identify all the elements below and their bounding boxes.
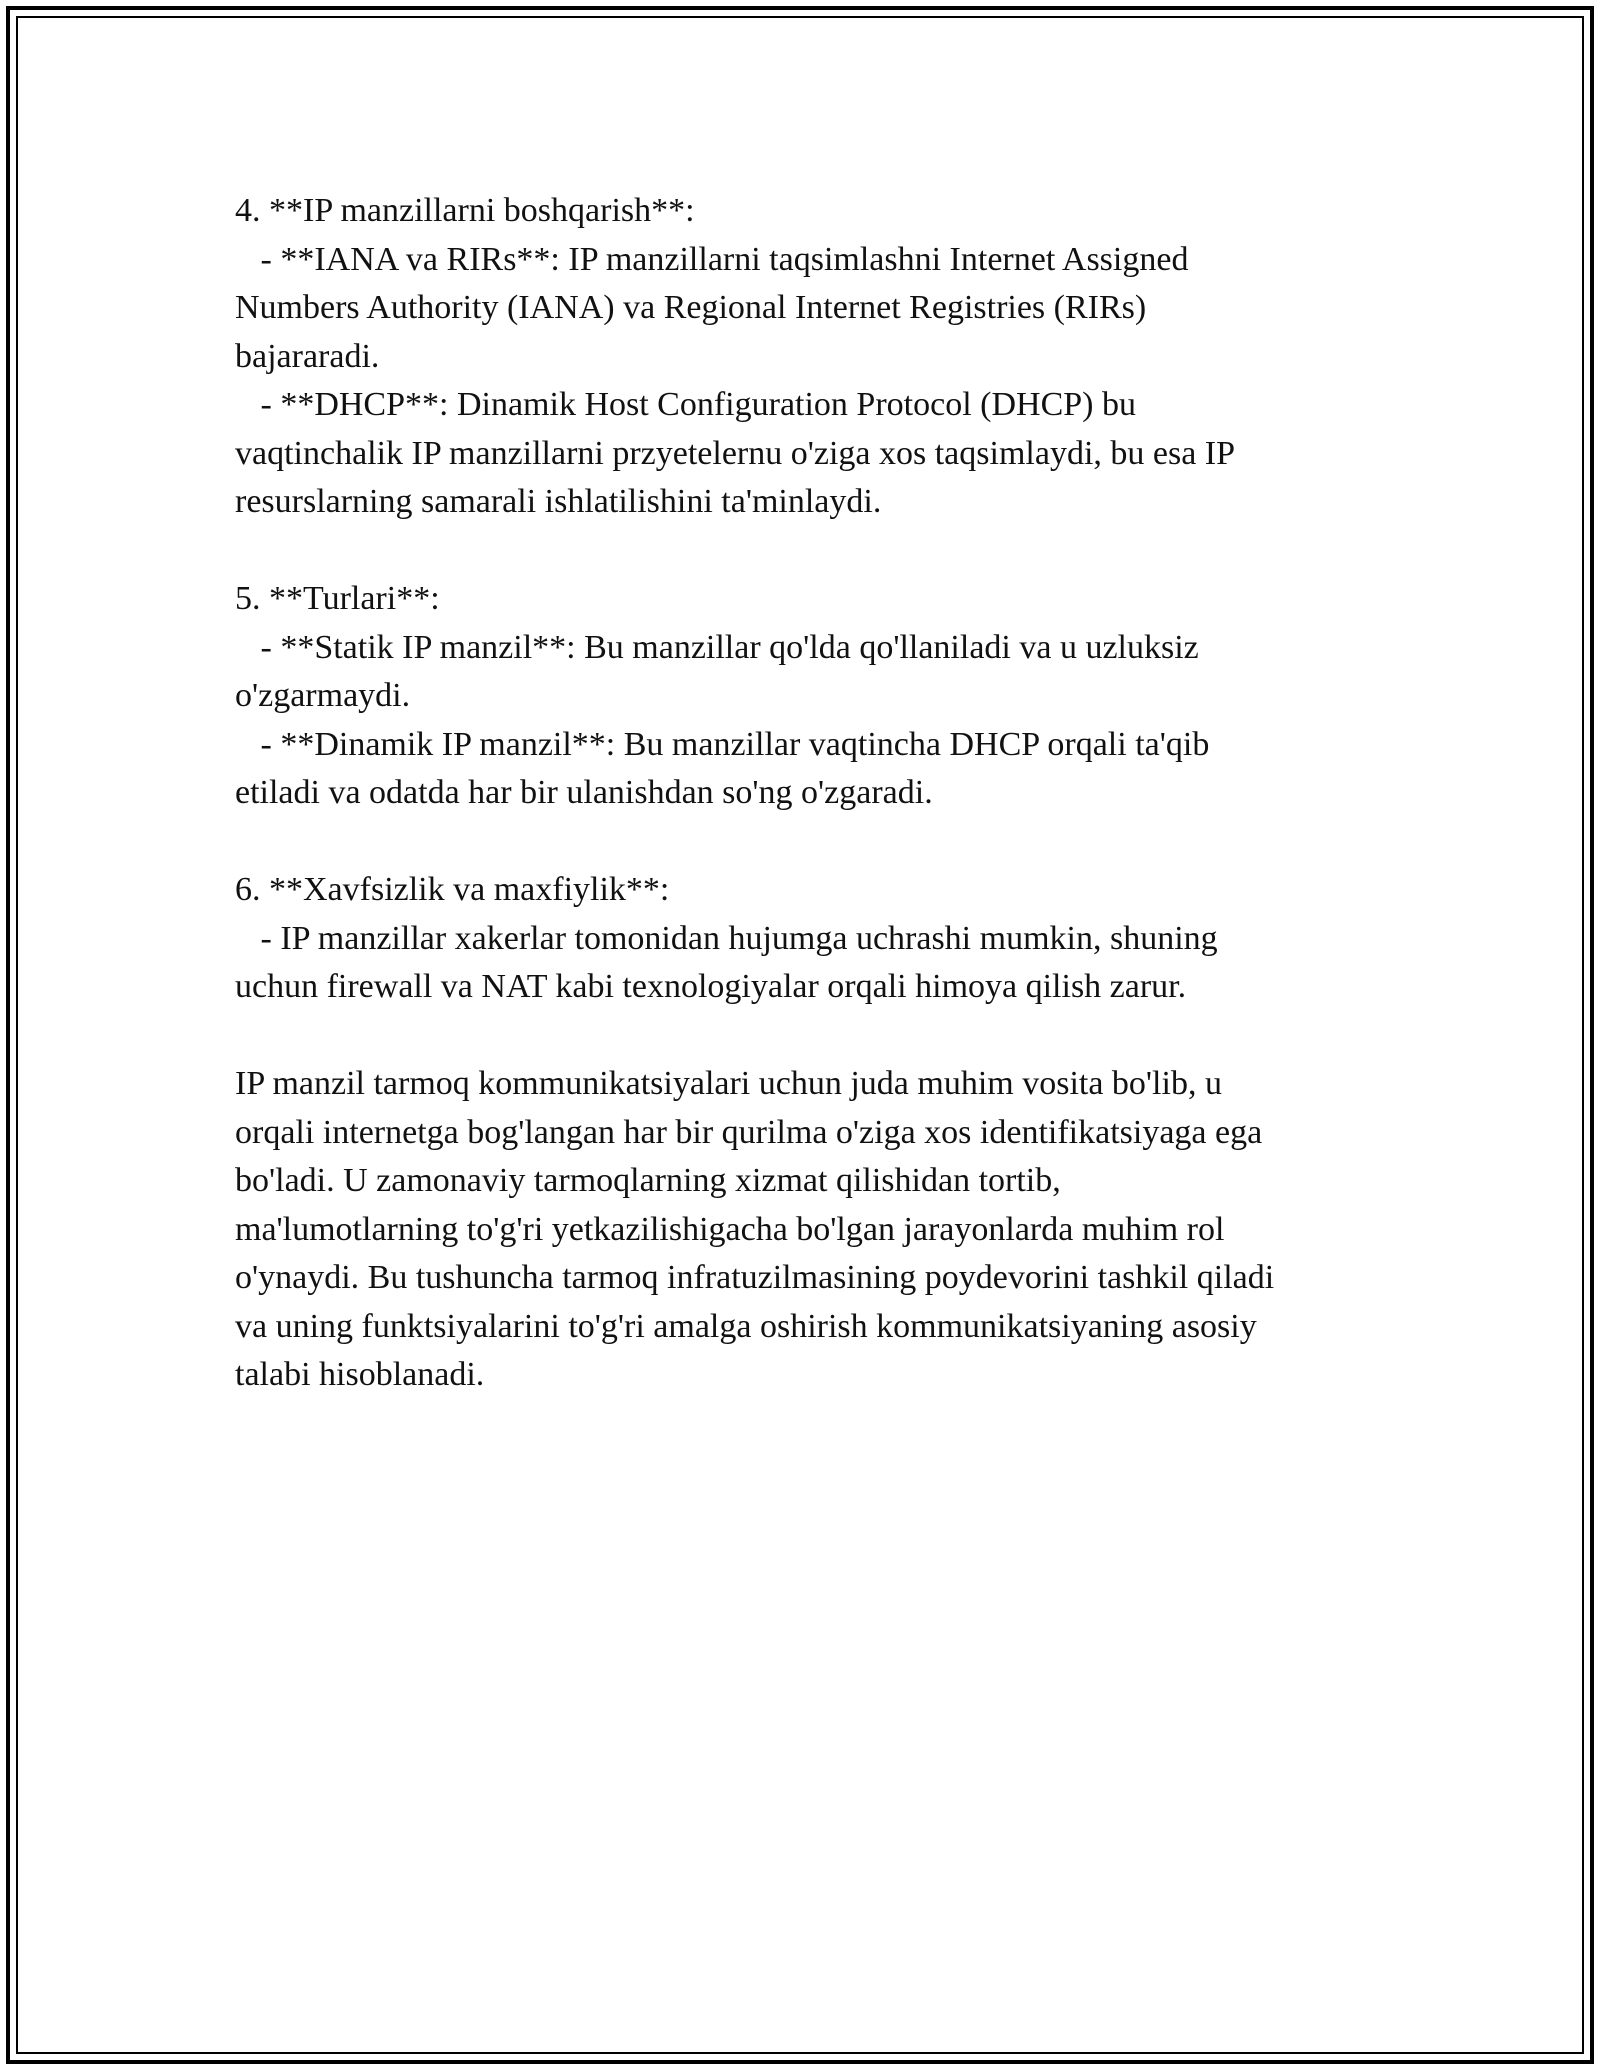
text-line: Numbers Authority (IANA) va Regional Internet Registries (RIRs) <box>235 289 1147 326</box>
text-line: bajararadi. <box>235 337 380 375</box>
section-heading: 6. **Xavfsizlik va maxfiylik**: <box>235 871 670 908</box>
text-line: - **Statik IP manzil**: Bu manzillar qo'lda qo'llaniladi va u uzluksiz <box>235 628 1199 666</box>
text-line: - **IANA va RIRs**: IP manzillarni taqsimlashni Internet Assigned <box>235 240 1189 278</box>
text-line: etiladi va odatda har bir ulanishdan so'ng o'zgaradi. <box>235 774 933 811</box>
document-body <box>235 187 1375 1400</box>
text-line: - **Dinamik IP manzil**: Bu manzillar vaqtincha DHCP orqali ta'qib <box>235 725 1210 763</box>
section-heading: 5. **Turlari**: <box>235 580 440 617</box>
text-line: ma'lumotlarning to'g'ri yetkazilishigacha bo'lgan jarayonlarda muhim rol <box>235 1210 1225 1248</box>
text-line: vaqtinchalik IP manzillarni przyetelernu o'ziga xos taqsimlaydi, bu esa IP <box>235 434 1236 472</box>
text-line: uchun firewall va NAT kabi texnologiyalar orqali himoya qilish zarur. <box>235 968 1187 1005</box>
text-line: bo'ladi. U zamonaviy tarmoqlarning xizmat qilishidan tortib, <box>235 1162 1061 1199</box>
section-conclusion <box>235 1060 1375 1400</box>
text-line: o'zgarmaydi. <box>235 677 411 714</box>
text-line: talabi hisoblanadi. <box>235 1356 485 1393</box>
text-line: resurslarning samarali ishlatilishini ta'minlaydi. <box>235 483 882 520</box>
text-line: o'ynaydi. Bu tushuncha tarmoq infratuzilmasining poydevorini tashkil qiladi <box>235 1259 1275 1296</box>
section-security <box>235 866 1375 1012</box>
text-line: IP manzil tarmoq kommunikatsiyalari uchun juda muhim vosita bo'lib, u <box>235 1065 1222 1102</box>
section-heading: 4. **IP manzillarni boshqarish**: <box>235 192 695 229</box>
text-line: orqali internetga bog'langan har bir qurilma o'ziga xos identifikatsiyaga ega <box>235 1113 1263 1151</box>
section-ip-management <box>235 187 1375 527</box>
text-line: va uning funktsiyalarini to'g'ri amalga oshirish kommunikatsiyaning asosiy <box>235 1307 1257 1345</box>
section-types <box>235 575 1375 818</box>
text-line: - **DHCP**: Dinamik Host Configuration Protocol (DHCP) bu <box>235 386 1136 423</box>
text-line: - IP manzillar xakerlar tomonidan hujumga uchrashi mumkin, shuning <box>235 919 1218 957</box>
